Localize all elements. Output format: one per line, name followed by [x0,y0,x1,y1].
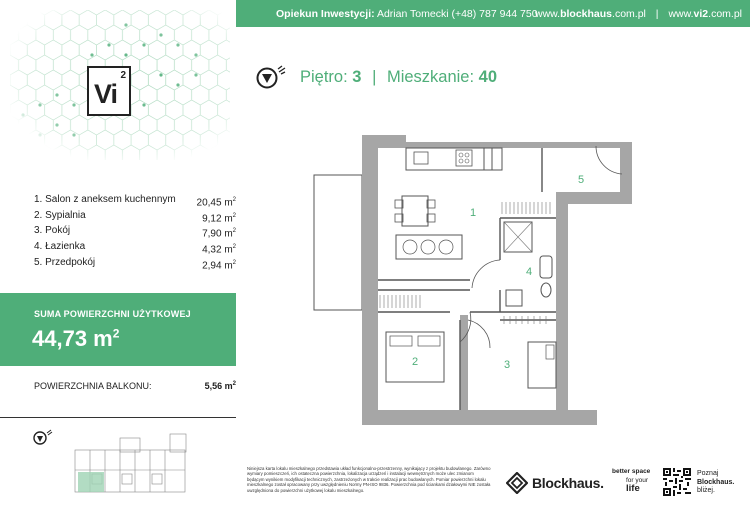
total-area-value: 44,73 $m^2$ [32,326,120,351]
kitchen-counter [406,148,492,170]
balcony-outline [314,175,362,310]
room-label-1: 1 [470,207,477,219]
blockhaus-mark-icon [506,472,528,494]
top-contact-bar [236,0,750,27]
qr-code-icon[interactable] [663,468,691,496]
sofa [396,235,462,259]
room-label-5: 5 [578,174,585,186]
floor-label: Piętro: [300,68,348,86]
wardrobe [380,202,550,324]
building-location-map [30,428,210,500]
washbasin [540,256,552,278]
blockhaus-logo [506,472,604,494]
floor-value: 3 [352,68,362,86]
room-label-2: 2 [412,356,419,368]
apartment-heading [300,68,497,87]
vi2-link[interactable]: www.vi2.com.pl [668,8,742,20]
room-list [34,194,236,272]
divider-line [0,417,236,418]
website-links [535,8,742,20]
vi2-logo [87,66,131,116]
washing-machine [506,290,522,306]
room3-door [468,320,490,348]
investor-contact [276,8,538,20]
link-separator: | [655,8,659,20]
cooktop [456,150,472,166]
single-bed [528,342,556,388]
sink [414,152,428,164]
total-area-label: SUMA POWIERZCHNI UŻYTKOWEJ [34,309,191,319]
brand-name: Blockhaus. [532,475,604,491]
total-area-box [0,293,236,366]
heading-separator: | [372,68,377,86]
logo-text: Vi [94,79,118,109]
room-label-4: 4 [526,266,533,278]
room-row: 1. Salon z aneksem kuchennym 20,45 $m^2$ [34,194,236,209]
logo-superscript: 2 [120,70,126,81]
bathroom-door [472,260,500,288]
room-row: 2. Sypialnia 9,12 $m^2$ [34,209,236,224]
fridge [484,148,502,170]
floor-plan [300,130,640,430]
blockhaus-link[interactable]: www.blockhaus.com.pl [535,8,646,20]
balcony-area [34,381,236,391]
room-row: 5. Przedpokój 2,94 $m^2$ [34,256,236,271]
room-row: 3. Pokój 7,90 $m^2$ [34,225,236,240]
legal-disclaimer: Niniejsza karta lokalu mieszkalnego przedstawia układ funkcjonalno-przestrzenny, wynikający z projektu budowlanego. Zarówno wymiary pomieszczeń, ich ostateczna powierzchnia, lokalizacja urządzeń i instalacji wewnętrznych może ulec zmianom będącym wynikiem modyfikacji technicznych, zastrzeżonych w trakcie realizacji prac budowlanych. Pomiar powierzchni lokalu mieszkalnego został opracowany przy uwzględnieniu Normy PN-ISO 9836. Powierzchnia pod ściankami działowymi NIE została uwzględniona do powierzchni użytkowej lokalu mieszkalnego. [247,466,491,493]
entrance-door [596,146,622,174]
balcony-label: POWIERZCHNIA BALKONU: [34,381,152,391]
toilet [541,283,551,297]
investor-value[interactable]: Adrian Tomecki (+48) 787 944 750 [376,8,538,20]
room-label-3: 3 [504,359,511,371]
investor-label: Opiekun Inwestycji: [276,8,375,20]
compass-icon [256,64,292,92]
apartment-label: Mieszkanie: [386,68,475,86]
room-row: 4. Łazienka 4,32 $m^2$ [34,240,236,256]
dining-table [402,196,428,226]
apartment-value: 40 [478,68,498,86]
learn-more-text[interactable]: Poznaj Blockhaus. bliżej. [697,470,735,494]
highlighted-apartment [78,472,104,492]
brand-tagline: better space for your life [612,468,651,494]
balcony-value: 5,56 $m^2$ [204,381,236,391]
